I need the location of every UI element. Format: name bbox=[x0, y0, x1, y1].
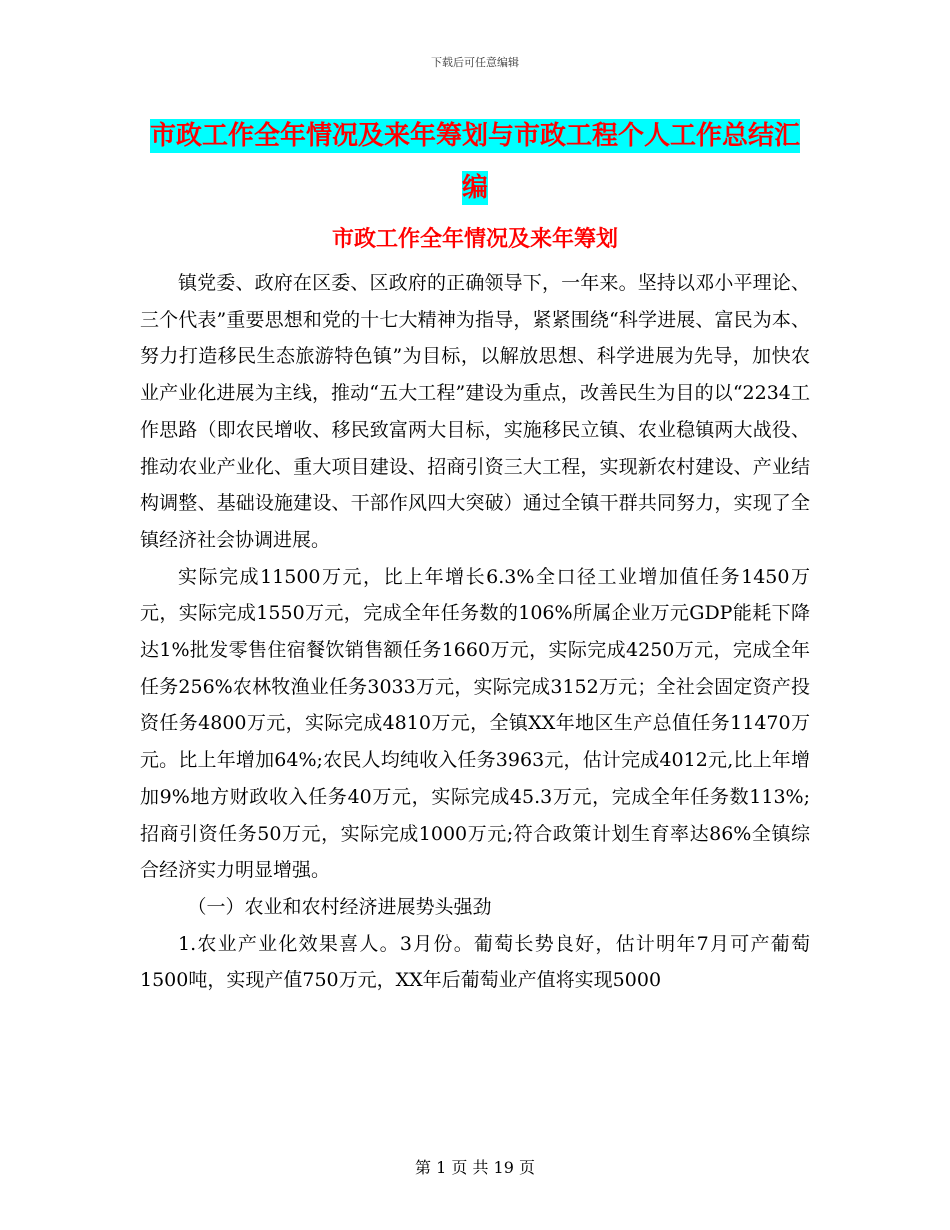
subheading-agriculture: （一）农业和农村经济进展势头强劲 bbox=[187, 895, 492, 918]
body-text bbox=[140, 265, 810, 999]
document-title bbox=[140, 110, 810, 214]
paragraph-intro: 镇党委、政府在区委、区政府的正确领导下，一年来。坚持以邓小平理论、三个代表”重要思想和党的十七大精神为指导，紧紧围绕“科学进展、富民为本、努力打造移民生态旅游特色镇”为目标，以解放思想、科学进展为先导，加快农业产业化进展为主线，推动“五大工程”建设为重点，改善民生为目的以“2234工作思路（即农民增收、移民致富两大目标，实施移民立镇、农业稳镇两大战役、推动农业产业化、重大项目建设、招商引资三大工程，实现新农村建设、产业结构调整、基础设施建设、干部作风四大突破）通过全镇干群共同努力，实现了全镇经济社会协调进展。 bbox=[140, 272, 810, 551]
document-title-text: 市政工作全年情况及来年筹划与市政工程个人工作总结汇编 bbox=[149, 121, 800, 203]
page-number: 第 1 页 共 19 页 bbox=[415, 1158, 535, 1177]
section-title: 市政工作全年情况及来年筹划 bbox=[331, 226, 618, 252]
paragraph-agriculture: 1.农业产业化效果喜人。3月份。葡萄长势良好，估计明年7月可产葡萄1500吨，实现产值750万元，XX年后葡萄业产值将实现5000 bbox=[140, 932, 810, 992]
paragraph-figures: 实际完成11500万元，比上年增长6.3%全口径工业增加值任务1450万元，实际完成1550万元，完成全年任务数的106%所属企业万元GDP能耗下降达1%批发零售住宿餐饮销售额任务1660万元，实际完成4250万元，完成全年任务256%农林牧渔业任务3033万元，实际完成3152万元；全社会固定资产投资任务4800万元，实际完成4810万元，全镇XX年地区生产总值任务11470万元。比上年增加64%;农民人均纯收入任务3963元，估计完成4012元,比上年增加9%地方财政收入任务40万元，实际完成45.3万元，完成全年任务数113%;招商引资任务50万元，实际完成1000万元;符合政策计划生育率达86%全镇综合经济实力明显增强。 bbox=[140, 565, 810, 882]
header-note: 下载后可任意编辑 bbox=[431, 56, 519, 69]
